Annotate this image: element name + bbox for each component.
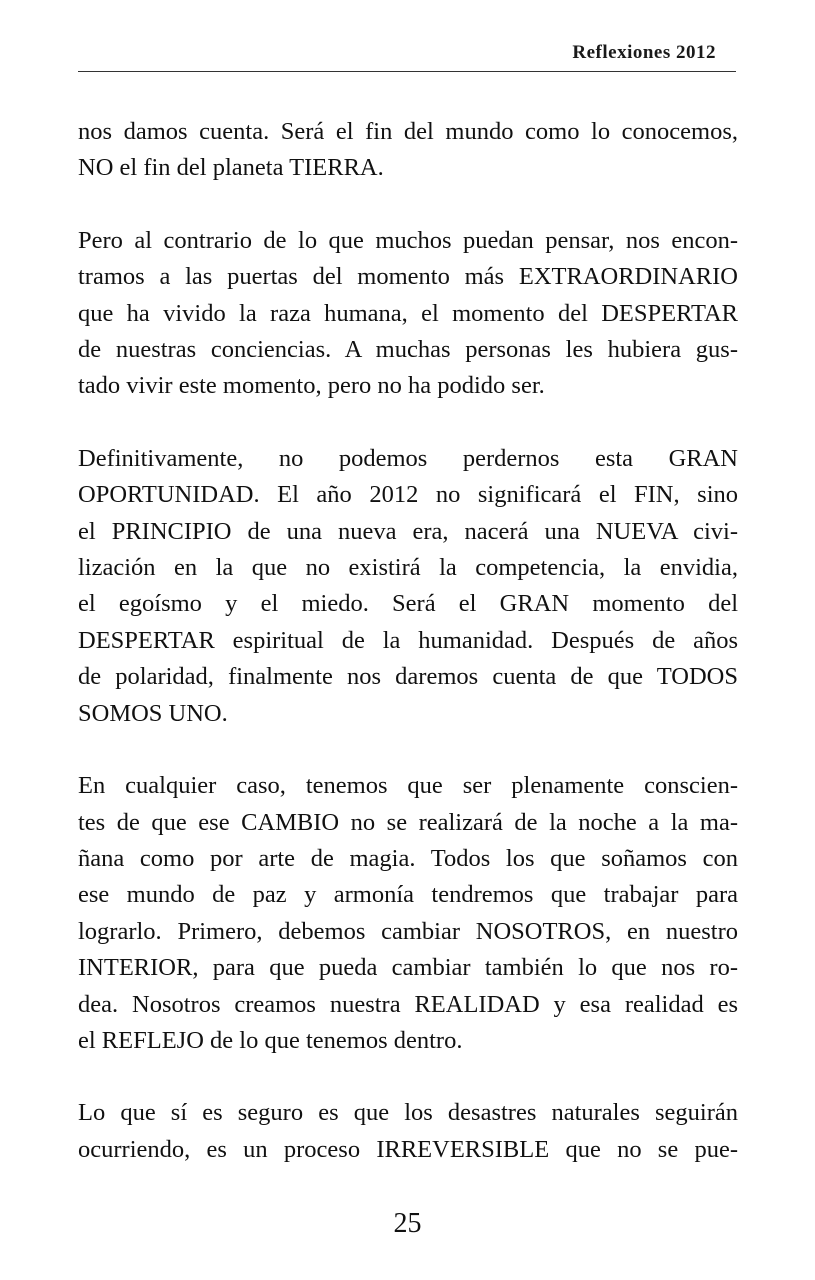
text-line: que ha vivido la raza humana, el momento del DESPERTAR <box>78 299 738 327</box>
text-line: OPORTUNIDAD. El año 2012 no significará el FIN, sino <box>78 481 738 509</box>
text-line: SOMOS UNO. <box>78 699 228 727</box>
text-line: dea. Nosotros creamos nuestra REALIDAD y esa realidad es <box>78 990 738 1018</box>
text-line: el PRINCIPIO de una nueva era, nacerá una NUEVA civi- <box>78 517 738 545</box>
paragraph <box>78 1095 738 1168</box>
paragraph <box>78 768 738 1059</box>
text-line: DESPERTAR espiritual de la humanidad. Después de años <box>78 626 738 654</box>
text-line: En cualquier caso, tenemos que ser plenamente conscien- <box>78 772 738 800</box>
text-line: Pero al contrario de lo que muchos puedan pensar, nos encon- <box>78 226 738 254</box>
page-number: 25 <box>393 1208 422 1239</box>
text-line: nos damos cuenta. Será el fin del mundo como lo conocemos, <box>78 118 738 145</box>
text-line: ocurriendo, es un proceso IRREVERSIBLE que no se pue- <box>78 1135 738 1163</box>
text-line: lización en la que no existirá la competencia, la envidia, <box>78 554 738 582</box>
text-line: el REFLEJO de lo que tenemos dentro. <box>78 1026 463 1054</box>
text-line: Lo que sí es seguro es que los desastres naturales seguirán <box>78 1099 738 1127</box>
running-title: Reflexiones 2012 <box>572 42 716 63</box>
paragraph <box>78 223 738 405</box>
text-line: de nuestras conciencias. A muchas personas les hubiera gus- <box>78 336 738 364</box>
text-line: lograrlo. Primero, debemos cambiar NOSOTROS, en nuestro <box>78 917 738 945</box>
text-line: ese mundo de paz y armonía tendremos que trabajar para <box>78 881 738 909</box>
text-line: tes de que ese CAMBIO no se realizará de la noche a la ma- <box>78 808 738 836</box>
running-header <box>78 40 736 72</box>
text-line: el egoísmo y el miedo. Será el GRAN momento del <box>78 590 738 618</box>
text-line: Definitivamente, no podemos perdernos esta GRAN <box>78 444 738 472</box>
text-line: tado vivir este momento, pero no ha podido ser. <box>78 372 545 400</box>
paragraph <box>78 114 738 187</box>
paragraph <box>78 441 738 732</box>
text-line: tramos a las puertas del momento más EXTRAORDINARIO <box>78 263 738 291</box>
body-text <box>78 114 738 1204</box>
text-line: NO el fin del planeta TIERRA. <box>78 154 384 182</box>
text-line: de polaridad, finalmente nos daremos cuenta de que TODOS <box>78 663 738 691</box>
text-line: INTERIOR, para que pueda cambiar también lo que nos ro- <box>78 954 738 982</box>
text-line: ñana como por arte de magia. Todos los que soñamos con <box>78 844 738 872</box>
